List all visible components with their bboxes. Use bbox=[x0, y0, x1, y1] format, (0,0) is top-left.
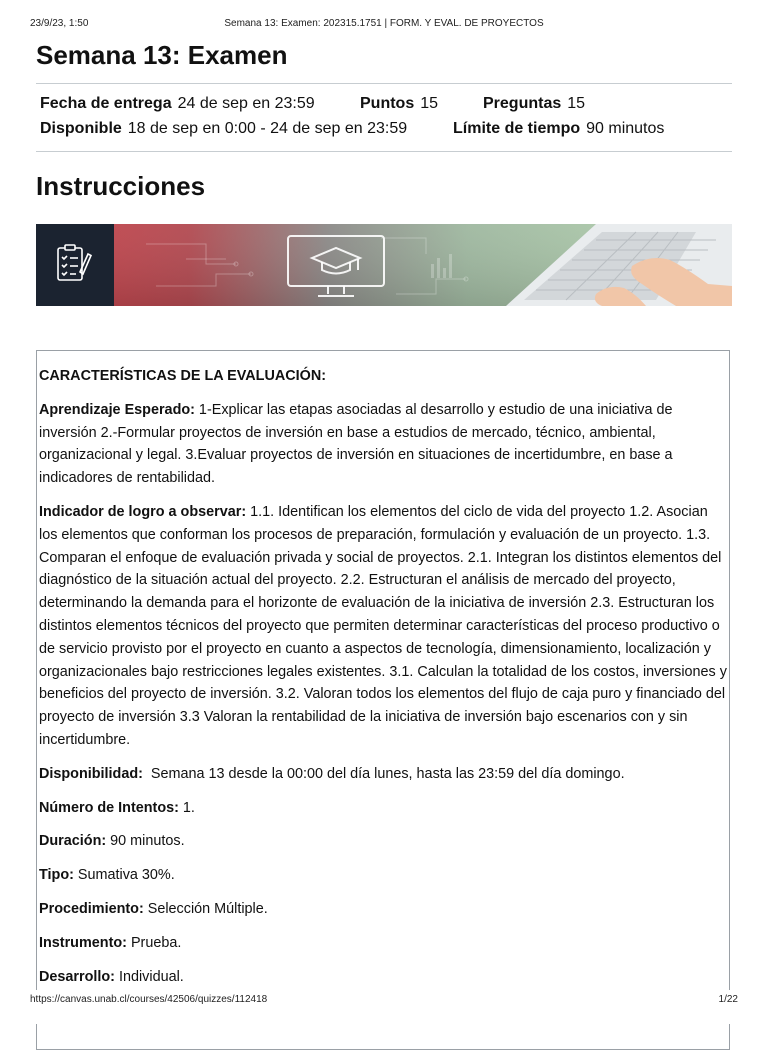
available bbox=[40, 120, 407, 138]
instrument bbox=[39, 932, 727, 955]
print-datetime: 23/9/23, 1:50 bbox=[30, 18, 89, 29]
points bbox=[360, 95, 438, 113]
time-limit bbox=[453, 120, 664, 138]
development-label: Desarrollo: bbox=[39, 968, 115, 985]
print-page-title: Semana 13: Examen: 202315.1751 | FORM. Y EVAL. DE PROYECTOS bbox=[224, 18, 544, 29]
expected-learning-text: 1-Explicar las etapas asociadas al desarrollo y estudio de una iniciativa de inversión 2.-Formular proyectos de inversión en base a estudios de mercado, técnico, ambiental, organizacional y legal. 3.Evaluar proyectos de inversión en situaciones de incertidumbre, en base a indicadores de rentabilidad. bbox=[39, 401, 673, 487]
expected-learning bbox=[39, 399, 727, 490]
availability-label: Disponibilidad: bbox=[39, 765, 143, 782]
procedure-text: Selección Múltiple. bbox=[143, 900, 268, 917]
achievement-indicator bbox=[39, 501, 727, 752]
duration-label: Duración: bbox=[39, 833, 107, 850]
type bbox=[39, 864, 727, 887]
evaluation-characteristics-heading: CARACTERÍSTICAS DE LA EVALUACIÓN: bbox=[39, 368, 327, 384]
duration bbox=[39, 830, 727, 853]
divider-top bbox=[36, 83, 732, 84]
development bbox=[39, 966, 727, 989]
points-value: 15 bbox=[420, 95, 439, 112]
attempts bbox=[39, 797, 727, 820]
questions-label: Preguntas bbox=[483, 95, 562, 112]
expected-learning-label: Aprendizaje Esperado: bbox=[39, 401, 195, 418]
time-limit-value: 90 minutos bbox=[586, 120, 665, 137]
quiz-title: Semana 13: Examen bbox=[36, 40, 288, 70]
due-date bbox=[40, 95, 315, 113]
attempts-text: 1. bbox=[178, 799, 195, 816]
availability-text: Semana 13 desde la 00:00 del día lunes, hasta las 23:59 del día domingo. bbox=[142, 765, 625, 782]
due-date-label: Fecha de entrega bbox=[40, 95, 172, 112]
available-value: 18 de sep en 0:00 - 24 de sep en 23:59 bbox=[127, 120, 408, 137]
availability bbox=[39, 763, 727, 786]
development-text: Individual. bbox=[114, 968, 184, 985]
instrument-label: Instrumento: bbox=[39, 934, 127, 951]
procedure-label: Procedimiento: bbox=[39, 900, 144, 917]
page-url: https://canvas.unab.cl/courses/42506/quizzes/112418 bbox=[30, 994, 268, 1005]
instructions-heading: Instrucciones bbox=[36, 171, 206, 201]
type-text: Sumativa 30%. bbox=[73, 867, 175, 884]
attempts-label: Número de Intentos: bbox=[39, 799, 179, 816]
print-header bbox=[30, 18, 738, 32]
divider-bottom bbox=[36, 151, 732, 152]
print-footer bbox=[0, 990, 768, 1024]
duration-text: 90 minutos. bbox=[106, 833, 185, 850]
instructions-banner bbox=[36, 224, 732, 306]
achievement-indicator-text: 1.1. Identifican los elementos del ciclo de vida del proyecto 1.2. Asocian los elementos que conforman los procesos de preparación, formulación y evaluación de un proyecto. 1.3. Comparan el enfoque de evaluación privada y social de proyectos. 2.1. Integran los distintos elementos del diagnóstico de la situación actual del proyecto. 2.2. Estructuran el análisis de mercado del proyecto, determinando la demanda para el horizonte de evaluación de la iniciativa de inversión 2.3. Estructuran los distintos elementos técnicos del proyecto que permiten determinar características del proceso productivo o de servicio provisto por el proyecto en cuanto a aspectos de tecnología, dimensionamiento, localización y organizacionales bajo restricciones legales existentes. 3.1. Calculan la totalidad de los costos, inversiones y beneficios del proyecto de inversión. 3.2. Valoran todos los elementos del flujo de caja puro y financiado del proyecto de inversión 3.3 Valoran la rentabilidad de la iniciativa de inversión bajo escenarios con y sin incertidumbre. bbox=[39, 503, 727, 748]
banner-dark-panel bbox=[36, 224, 114, 306]
questions-value: 15 bbox=[567, 95, 586, 112]
type-label: Tipo: bbox=[39, 867, 74, 884]
procedure bbox=[39, 898, 727, 921]
time-limit-label: Límite de tiempo bbox=[453, 120, 581, 137]
points-label: Puntos bbox=[360, 95, 415, 112]
instructions-content bbox=[36, 350, 730, 1050]
page-number: 1/22 bbox=[718, 994, 738, 1005]
achievement-indicator-label: Indicador de logro a observar: bbox=[39, 503, 247, 520]
questions bbox=[483, 95, 585, 113]
due-date-value: 24 de sep en 23:59 bbox=[177, 95, 315, 112]
instrument-text: Prueba. bbox=[126, 934, 182, 951]
available-label: Disponible bbox=[40, 120, 122, 137]
